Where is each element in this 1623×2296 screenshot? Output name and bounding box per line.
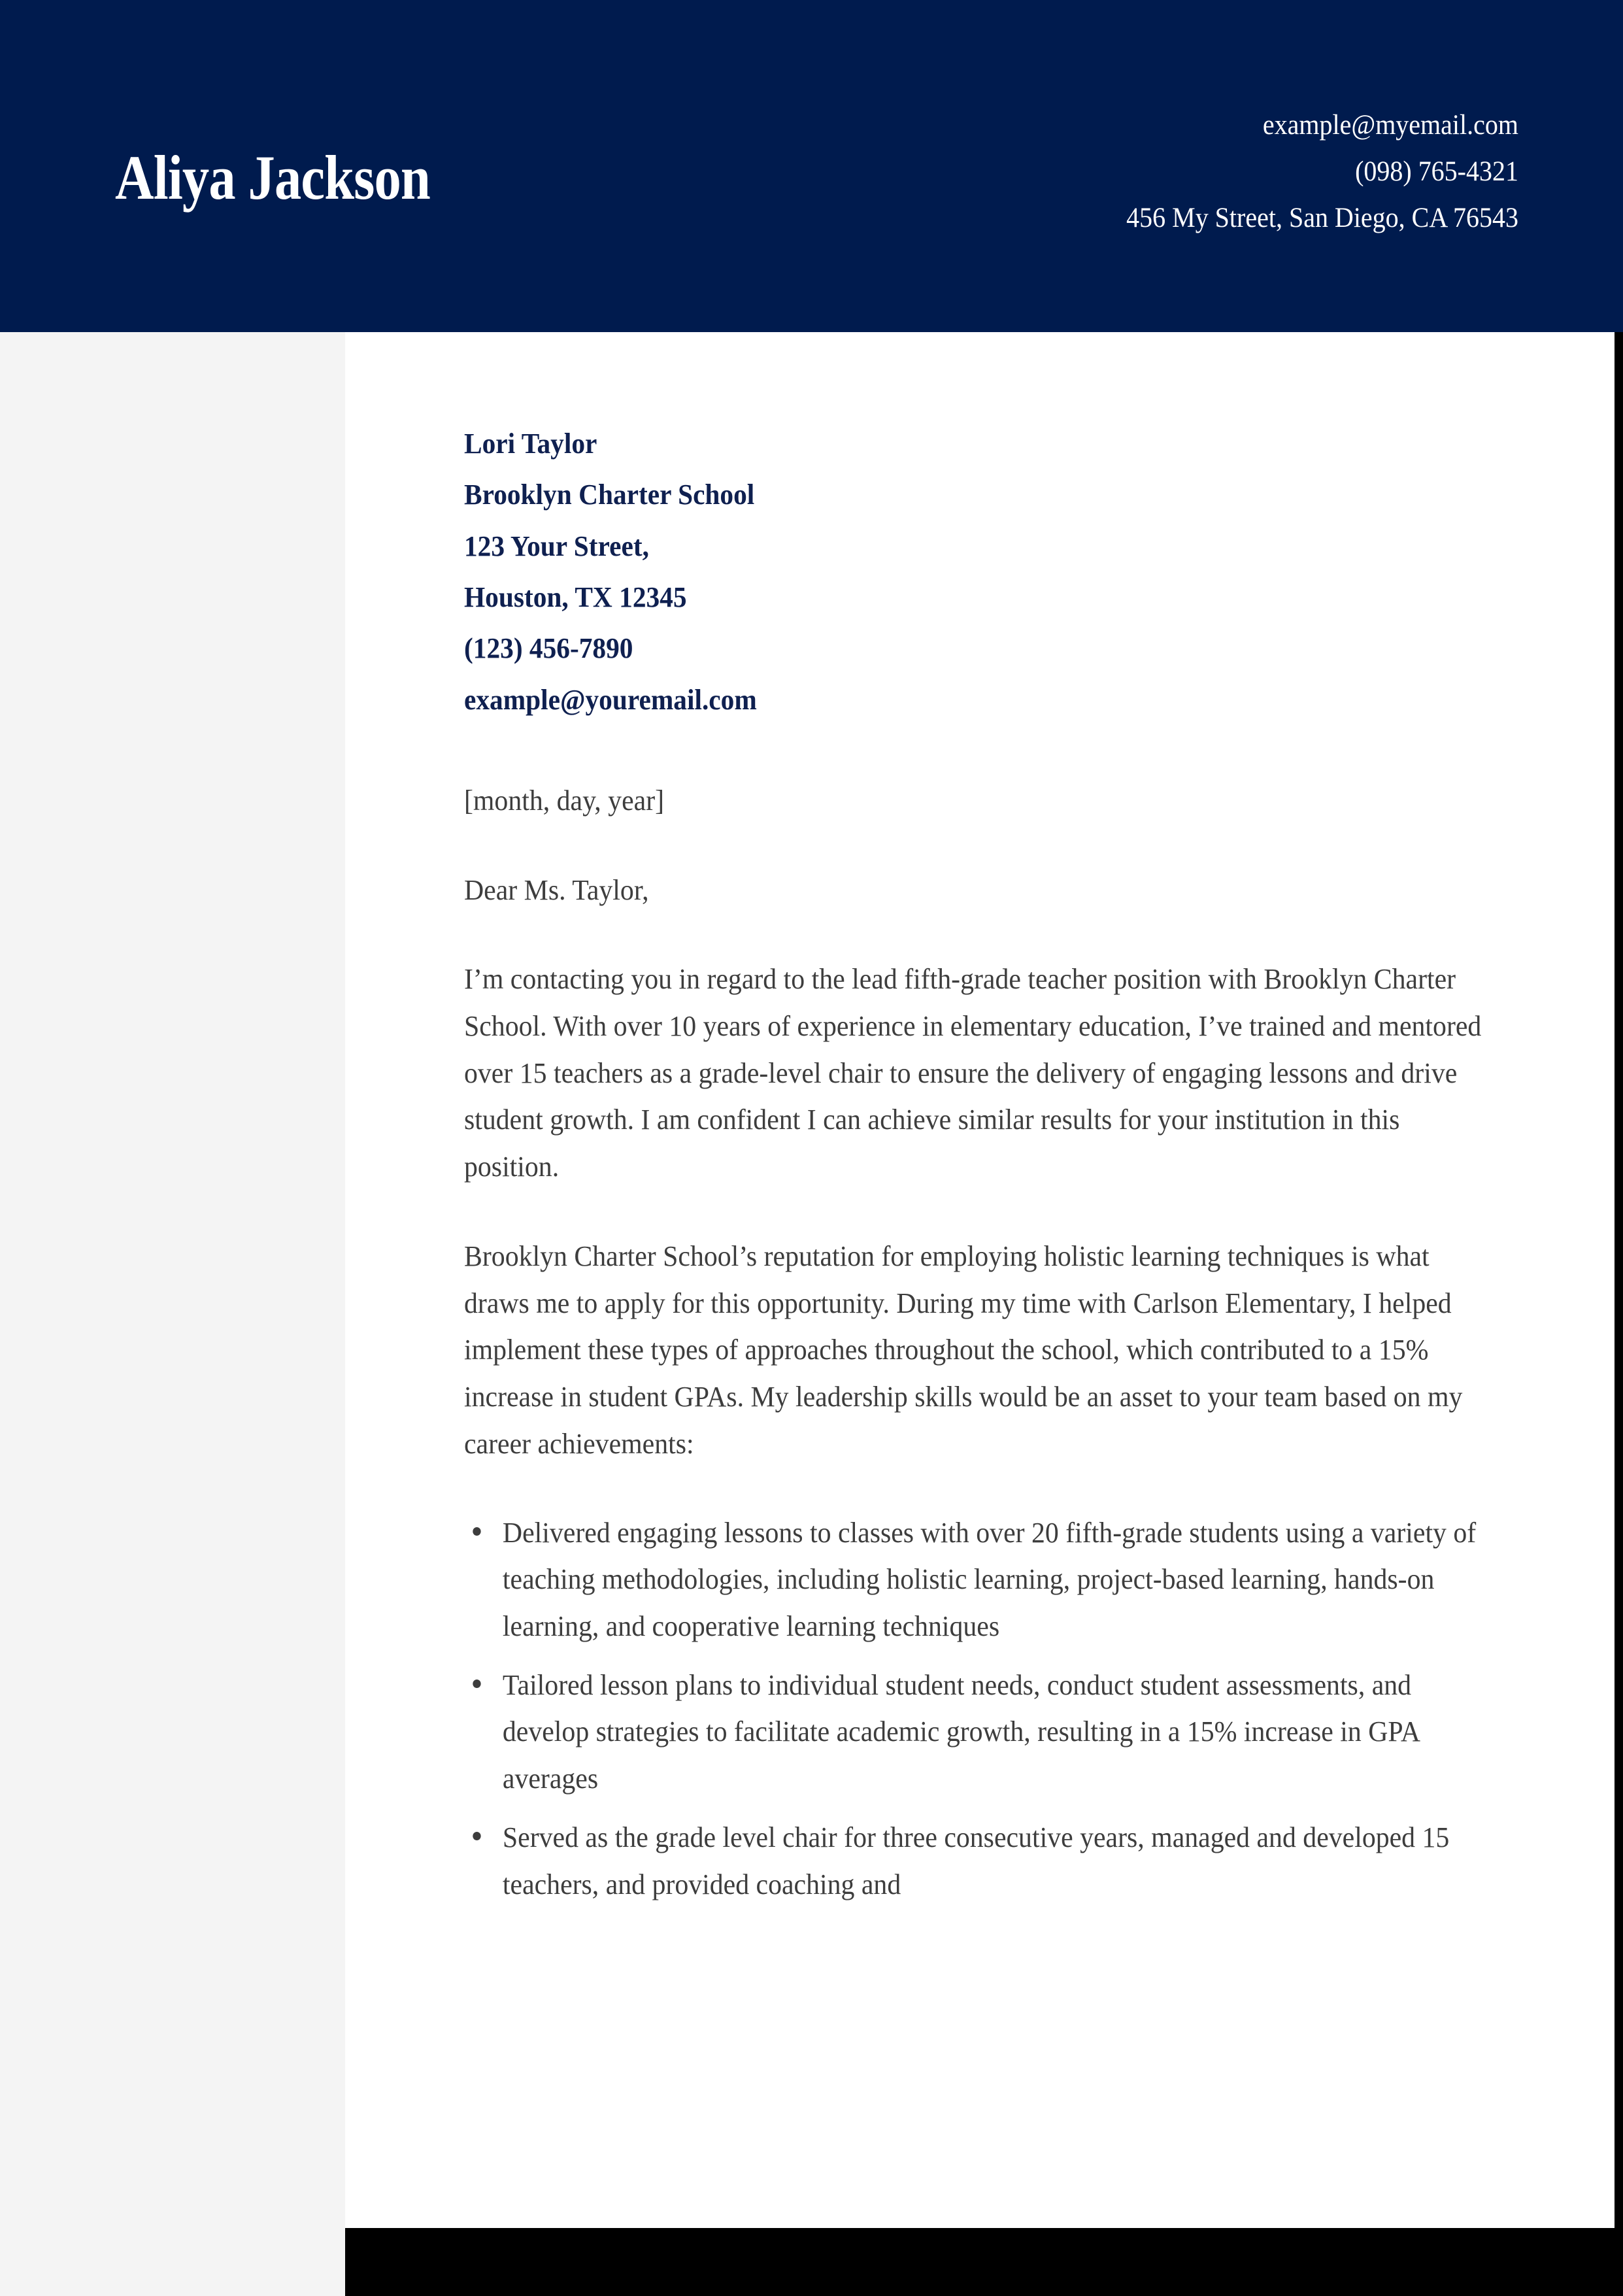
letter-paragraph-1: I’m contacting you in regard to the lead fifth-grade teacher position with Brooklyn Charter School. With over 10 years of experience in elementary education, I’ve trained and mentored over 15 teachers as a grade-level chair to ensure the delivery of engaging lessons and drive student growth. I am confident I can achieve similar results for your institution in this position.	[464, 963, 1482, 1183]
list-item: Delivered engaging lessons to classes with over 20 fifth-grade students using a variety of teaching methodologies, including holistic learning, project-based learning, hands-on learning, and cooperative learning techniques	[464, 1510, 1498, 1650]
applicant-address: 456 My Street, San Diego, CA 76543	[1126, 203, 1518, 233]
applicant-contact-block	[1097, 111, 1518, 232]
recipient-organization: Brooklyn Charter School	[464, 479, 755, 511]
left-margin-band	[0, 332, 345, 2296]
letter-content	[464, 418, 1497, 1919]
applicant-email: example@myemail.com	[1262, 110, 1518, 141]
bottom-edge-band	[345, 2228, 1623, 2296]
letterhead-header	[0, 0, 1623, 332]
recipient-name: Lori Taylor	[464, 428, 597, 460]
applicant-phone: (098) 765-4321	[1355, 156, 1518, 187]
letter-paragraph-2: Brooklyn Charter School’s reputation for employing holistic learning techniques is what draws me to apply for this opportunity. During my time with Carlson Elementary, I helped implement these types of approaches throughout the school, which contributed to a 15% increase in student GPAs. My leadership skills would be an asset to your team based on my career achievements:	[464, 1240, 1463, 1460]
recipient-phone: (123) 456-7890	[464, 632, 633, 665]
achievements-list	[464, 1510, 1498, 1908]
applicant-name: Aliya Jackson	[115, 143, 430, 212]
recipient-street: 123 Your Street,	[464, 530, 649, 562]
right-edge-band	[1615, 332, 1623, 2296]
list-item: Served as the grade level chair for three consecutive years, managed and developed 15 teachers, and provided coaching and	[464, 1814, 1498, 1908]
letter-date: [month, day, year]	[464, 784, 665, 817]
letter-body	[464, 777, 1498, 1908]
letter-salutation: Dear Ms. Taylor,	[464, 873, 649, 906]
list-item: Tailored lesson plans to individual student needs, conduct student assessments, and develop strategies to facilitate academic growth, resulting in a 15% increase in GPA averages	[464, 1662, 1498, 1802]
recipient-email: example@youremail.com	[464, 683, 757, 716]
recipient-city-state-zip: Houston, TX 12345	[464, 581, 687, 613]
recipient-address-block	[464, 418, 1435, 726]
